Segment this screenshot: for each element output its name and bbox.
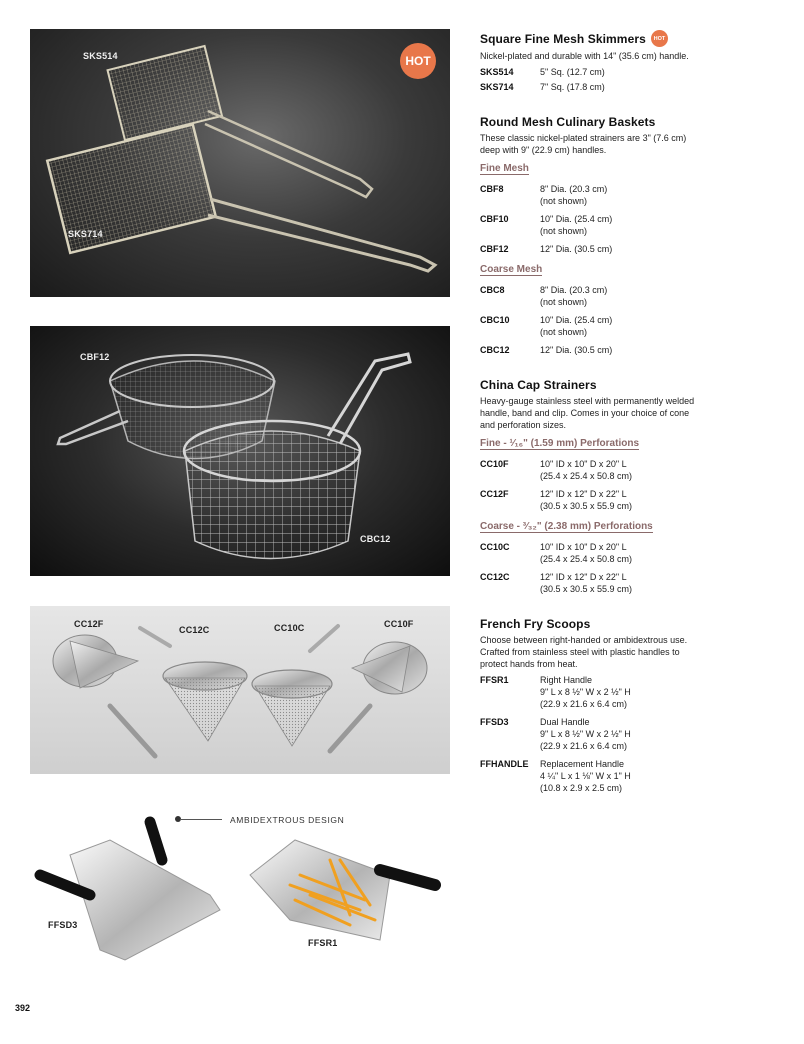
- baskets-photo: [30, 326, 450, 576]
- spec-row: [480, 541, 780, 565]
- photo-label-sks714: SKS714: [68, 229, 103, 239]
- item-spec: 12" Dia. (30.5 cm): [540, 244, 613, 254]
- item-name: Right Handle: [540, 675, 593, 685]
- item-spec: 12" ID x 12" D x 22" L: [540, 489, 627, 499]
- subsection-title: Coarse Mesh: [480, 264, 543, 275]
- item-code: FFSR1: [480, 675, 509, 685]
- spec-row: [480, 66, 780, 78]
- section-description: Heavy-gauge stainless steel with permanently welded handle, band and clip. Comes in your choice of cone and perforation sizes.: [480, 396, 695, 430]
- item-spec-metric: (25.4 x 25.4 x 50.8 cm): [540, 471, 633, 481]
- spec-row: [480, 716, 780, 752]
- item-spec: 12" ID x 12" D x 22" L: [540, 572, 627, 582]
- item-spec: 8" Dia. (20.3 cm): [540, 184, 608, 194]
- photo-label-cc10f: CC10F: [384, 619, 414, 629]
- item-code: CBF8: [480, 184, 504, 194]
- section-title: French Fry Scoops: [480, 617, 591, 631]
- callout-line: [180, 819, 222, 820]
- item-spec: 10" Dia. (25.4 cm): [540, 214, 613, 224]
- photo-label-sks514: SKS514: [83, 51, 118, 61]
- spec-row: [480, 213, 780, 237]
- section-title: Square Fine Mesh Skimmers: [480, 31, 646, 46]
- item-spec-metric: (30.5 x 30.5 x 55.9 cm): [540, 501, 633, 511]
- item-spec-note: (not shown): [540, 297, 588, 307]
- item-spec-note: (not shown): [540, 226, 588, 236]
- spec-row: [480, 284, 780, 308]
- item-code: FFHANDLE: [480, 759, 529, 769]
- photo-label-cbf12: CBF12: [80, 352, 110, 362]
- item-spec: 4 ¼" L x 1 ⅛" W x 1" H: [540, 771, 631, 781]
- spec-row: [480, 758, 780, 794]
- section-title: China Cap Strainers: [480, 378, 597, 392]
- photo-label-cbc12: CBC12: [360, 534, 391, 544]
- spec-row: [480, 243, 780, 255]
- spec-row: [480, 674, 780, 710]
- item-spec: 10" ID x 10" D x 20" L: [540, 542, 627, 552]
- item-code: CC10F: [480, 459, 509, 469]
- hot-badge: HOT: [400, 43, 436, 79]
- item-spec-metric: (22.9 x 21.6 x 6.4 cm): [540, 699, 628, 709]
- item-spec-metric: (30.5 x 30.5 x 55.9 cm): [540, 584, 633, 594]
- section-description: Choose between right-handed or ambidextrous use. Crafted from stainless steel with plastic handles to protect hands from heat.: [480, 635, 688, 669]
- photo-label-cc10c: CC10C: [274, 623, 305, 633]
- item-spec-metric: (25.4 x 25.4 x 50.8 cm): [540, 554, 633, 564]
- section-description: Nickel-plated and durable with 14" (35.6 cm) handle.: [480, 51, 689, 61]
- item-code: CBF12: [480, 244, 509, 254]
- spec-row: [480, 571, 780, 595]
- skimmer-illustration: [30, 29, 450, 297]
- photo-label-ffsd3: FFSD3: [48, 920, 78, 930]
- item-code: CBC8: [480, 285, 505, 295]
- item-spec-metric: (22.9 x 21.6 x 6.4 cm): [540, 741, 628, 751]
- scoops-section: [480, 617, 780, 794]
- spec-row: [480, 81, 780, 93]
- spec-row: [480, 488, 780, 512]
- skimmers-photo: [30, 29, 450, 297]
- photo-label-cc12c: CC12C: [179, 625, 210, 635]
- item-code: CC12C: [480, 572, 510, 582]
- spec-row: [480, 183, 780, 207]
- item-code: FFSD3: [480, 717, 509, 727]
- page-number: 392: [15, 1003, 31, 1013]
- item-spec: 12" Dia. (30.5 cm): [540, 345, 613, 355]
- spec-row: [480, 344, 780, 356]
- photo-label-cc12f: CC12F: [74, 619, 104, 629]
- scoop-illustration: [30, 800, 450, 990]
- china-caps-photo: [30, 606, 450, 774]
- subsection-title: Fine Mesh: [480, 163, 529, 174]
- item-spec: 9" L x 8 ½" W x 2 ½" H: [540, 729, 631, 739]
- item-code: CC12F: [480, 489, 509, 499]
- item-code: CC10C: [480, 542, 510, 552]
- item-spec: 10" ID x 10" D x 20" L: [540, 459, 627, 469]
- china-cap-section: [480, 378, 780, 595]
- item-spec: 10" Dia. (25.4 cm): [540, 315, 613, 325]
- item-spec: 8" Dia. (20.3 cm): [540, 285, 608, 295]
- item-code: SKS514: [480, 67, 514, 77]
- skimmers-section: [480, 30, 780, 93]
- item-name: Dual Handle: [540, 717, 590, 727]
- item-code: SKS714: [480, 82, 514, 92]
- section-title: Round Mesh Culinary Baskets: [480, 115, 656, 129]
- item-spec: 7" Sq. (17.8 cm): [540, 82, 605, 92]
- product-spec-column: [480, 30, 780, 794]
- section-description: These classic nickel-plated strainers are 3" (7.6 cm) deep with 9" (22.9 cm) handles.: [480, 133, 687, 155]
- spec-row: [480, 314, 780, 338]
- item-spec: 5" Sq. (12.7 cm): [540, 67, 605, 77]
- item-name: Replacement Handle: [540, 759, 625, 769]
- item-spec-note: (not shown): [540, 327, 588, 337]
- scoops-photo: [30, 800, 450, 990]
- item-spec-note: (not shown): [540, 196, 588, 206]
- item-code: CBC12: [480, 345, 510, 355]
- subsection-title: Coarse - ³⁄₃₂" (2.38 mm) Perforations: [480, 521, 653, 532]
- china-cap-illustration: [30, 606, 450, 774]
- item-spec: 9" L x 8 ½" W x 2 ½" H: [540, 687, 631, 697]
- spec-row: [480, 458, 780, 482]
- ambidextrous-callout: AMBIDEXTROUS DESIGN: [230, 815, 345, 825]
- photo-label-ffsr1: FFSR1: [308, 938, 338, 948]
- subsection-title: Fine - ¹⁄₁₆" (1.59 mm) Perforations: [480, 438, 640, 449]
- item-spec-metric: (10.8 x 2.9 x 2.5 cm): [540, 783, 623, 793]
- item-code: CBF10: [480, 214, 509, 224]
- hot-badge-small: HOT: [651, 30, 668, 47]
- baskets-section: [480, 115, 780, 356]
- item-code: CBC10: [480, 315, 510, 325]
